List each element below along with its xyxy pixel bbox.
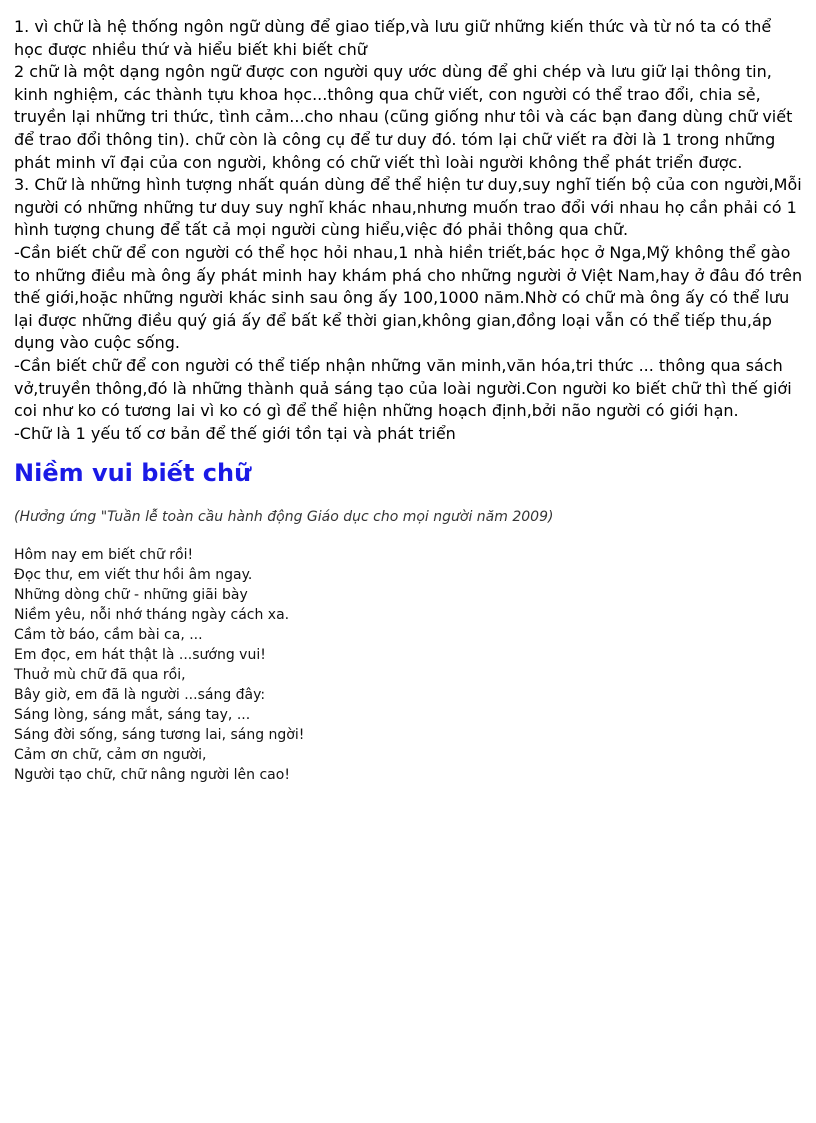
poem-line: Sáng đời sống, sáng tương lai, sáng ngời! <box>14 727 305 744</box>
essay-paragraph: -Cần biết chữ để con người có thể tiếp nhận những văn minh,văn hóa,tri thức ... thông qua sách vở,truyền thông,đó là những thành quả sáng tạo của loài người.Con người ko biết chữ thì thế giới coi như ko có tương lai vì ko có gì để thể hiện những hoạch định,bởi não người có giới hạn. <box>14 355 792 421</box>
essay-paragraph: 2 chữ là một dạng ngôn ngữ được con người quy ước dùng để ghi chép và lưu giữ lại thông tin, kinh nghiệm, các thành tựu khoa học...thông qua chữ viết, con người có thể trao đổi, chia sẻ, truyền lại những tri thức, tình cảm...cho nhau (cũng giống như tôi và các bạn đang dùng chữ viết để trao đổi thông tin). chữ còn là công cụ để tư duy đó. tóm lại chữ viết ra đời là 1 trong những phát minh vĩ đại của con người, không có chữ viết thì loài người không thể phát triển được. <box>14 62 793 172</box>
poem-line: Người tạo chữ, chữ nâng người lên cao! <box>14 767 290 784</box>
poem-body <box>14 545 804 785</box>
poem-line: Thuở mù chữ đã qua rồi, <box>14 667 186 684</box>
poem-subtitle: (Hưởng ứng "Tuần lễ toàn cầu hành động Giáo dục cho mọi người năm 2009) <box>14 509 554 526</box>
poem-line: Em đọc, em hát thật là ...sướng vui! <box>14 647 266 664</box>
document-page <box>14 16 804 785</box>
poem-line: Những dòng chữ - những giãi bày <box>14 587 248 604</box>
poem-title: Niềm vui biết chữ <box>14 459 252 488</box>
poem-line: Niềm yêu, nỗi nhớ tháng ngày cách xa. <box>14 607 290 624</box>
essay-paragraph: 3. Chữ là những hình tượng nhất quán dùng để thể hiện tư duy,suy nghĩ tiến bộ của con người,Mỗi người có những những tư duy suy nghĩ khác nhau,nhưng muốn trao đổi với nhau họ cần phải có 1 hình tượng chung để tất cả mọi người cùng hiểu,việc đó phải thông qua chữ. <box>14 175 802 240</box>
essay-paragraph: -Cần biết chữ để con người có thể học hỏi nhau,1 nhà hiền triết,bác học ở Nga,Mỹ không thể gào to những điều mà ông ấy phát minh hay khám phá cho những người ở Việt Nam,hay ở đâu đó trên thế giới,hoặc những người khác sinh sau ông ấy 100,1000 năm.Nhờ có chữ mà ông ấy có thể lưu lại được những điều quý giá ấy để bất kể thời gian,không gian,đồng loại vẫn có thể tiếp thu,áp dụng vào cuộc sống. <box>14 242 803 353</box>
poem-line: Sáng lòng, sáng mắt, sáng tay, ... <box>14 707 251 724</box>
poem-line: Hôm nay em biết chữ rồi! <box>14 547 194 564</box>
poem-line: Đọc thư, em viết thư hồi âm ngay. <box>14 567 253 584</box>
essay-paragraph: 1. vì chữ là hệ thống ngôn ngữ dùng để giao tiếp,và lưu giữ những kiến thức và từ nó ta có thể học được nhiều thứ và hiểu biết khi biết chữ <box>14 17 772 59</box>
essay-section <box>14 16 804 445</box>
poem-line: Cầm tờ báo, cầm bài ca, ... <box>14 627 203 644</box>
poem-line: Cảm ơn chữ, cảm ơn người, <box>14 747 207 764</box>
poem-line: Bây giờ, em đã là người ...sáng đây: <box>14 687 266 704</box>
essay-paragraph: -Chữ là 1 yếu tố cơ bản để thế giới tồn tại và phát triển <box>14 423 456 443</box>
